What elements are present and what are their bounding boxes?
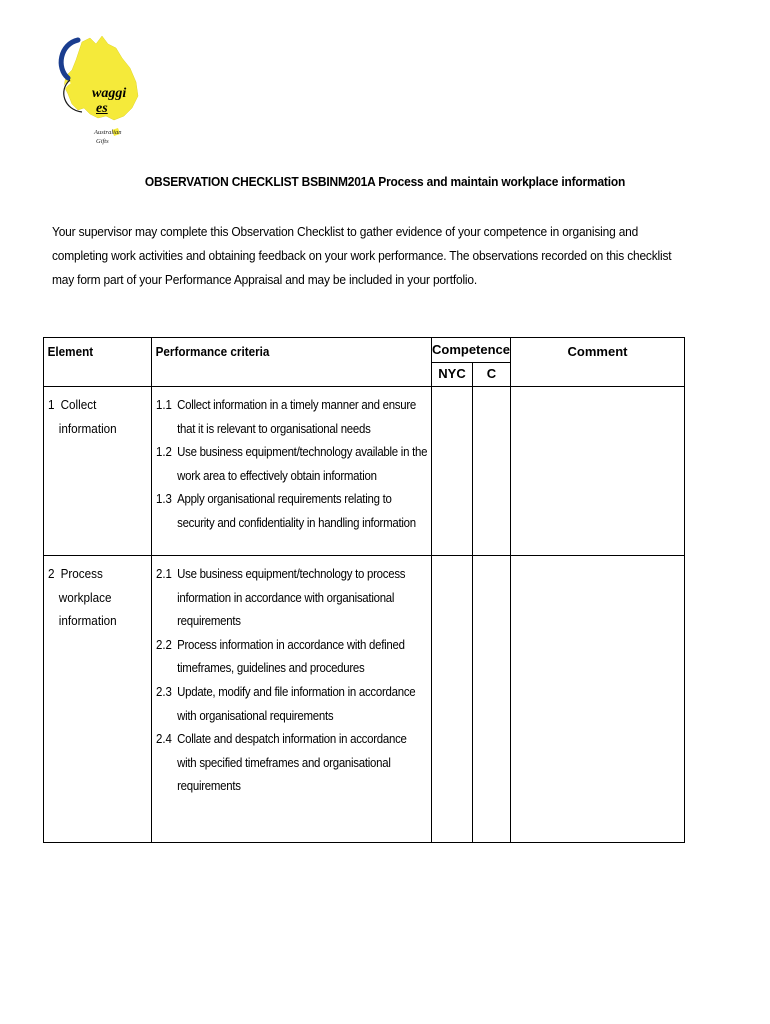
c-checkbox-cell[interactable]	[473, 556, 511, 843]
logo-wordmark	[92, 86, 126, 116]
header-comment: Comment	[511, 338, 685, 387]
logo-sub-line2: Gifts	[96, 138, 109, 145]
intro-paragraph: Your supervisor may complete this Observation Checklist to gather evidence of your competence in organising and completing work activities and obtaining feedback on your work performance. The observations recorded on this checklist may form part of your Performance Appraisal and may be included in your portfolio.	[52, 224, 672, 287]
header-nyc: NYC	[432, 363, 473, 387]
criterion-item: 2.3 Update, modify and file information in accordance with organisational requirements	[156, 683, 416, 723]
criterion-item: 1.1 Collect information in a timely manner and ensure that it is relevant to organisational needs	[156, 397, 416, 436]
criteria-cell	[152, 387, 432, 556]
criterion-item: 1.3 Apply organisational requirements relating to security and confidentiality in handling information	[156, 491, 416, 530]
criterion-item: 1.2 Use business equipment/technology available in the work area to effectively obtain information	[156, 444, 428, 483]
nyc-checkbox-cell[interactable]	[432, 387, 473, 556]
element-cell: 1 Collect information	[44, 387, 152, 556]
element-label: Process	[60, 566, 103, 581]
logo-word-line2: es	[96, 101, 108, 116]
header-c: C	[473, 363, 511, 387]
criteria-cell	[152, 556, 432, 843]
header-competence: Competence	[432, 338, 511, 363]
criterion-item: 2.4 Collate and despatch information in accordance with specified timeframes and organisational requirements	[156, 731, 407, 794]
table-row	[44, 387, 685, 556]
logo-tagline	[94, 128, 121, 146]
document-title: OBSERVATION CHECKLIST BSBINM201A Process and maintain workplace information	[144, 174, 626, 189]
comment-cell[interactable]	[511, 556, 685, 843]
criterion-item: 2.2 Process information in accordance with defined timeframes, guidelines and procedures	[156, 636, 405, 676]
nyc-checkbox-cell[interactable]	[432, 556, 473, 843]
element-label: Collect	[60, 397, 97, 412]
table-header-row	[44, 338, 685, 363]
header-criteria: Performance criteria	[152, 338, 432, 387]
logo-word-line1: waggi	[92, 86, 127, 101]
observation-checklist-table	[43, 337, 685, 843]
comment-cell[interactable]	[511, 387, 685, 556]
c-checkbox-cell[interactable]	[473, 387, 511, 556]
element-cell: 2 Process workplace information	[44, 556, 152, 843]
logo-sub-line1: Australian	[94, 129, 122, 136]
table-row	[44, 556, 685, 843]
criterion-item: 2.1 Use business equipment/technology to process information in accordance with organisational requirements	[156, 566, 406, 629]
header-element: Element	[44, 338, 152, 387]
company-logo	[52, 34, 144, 146]
